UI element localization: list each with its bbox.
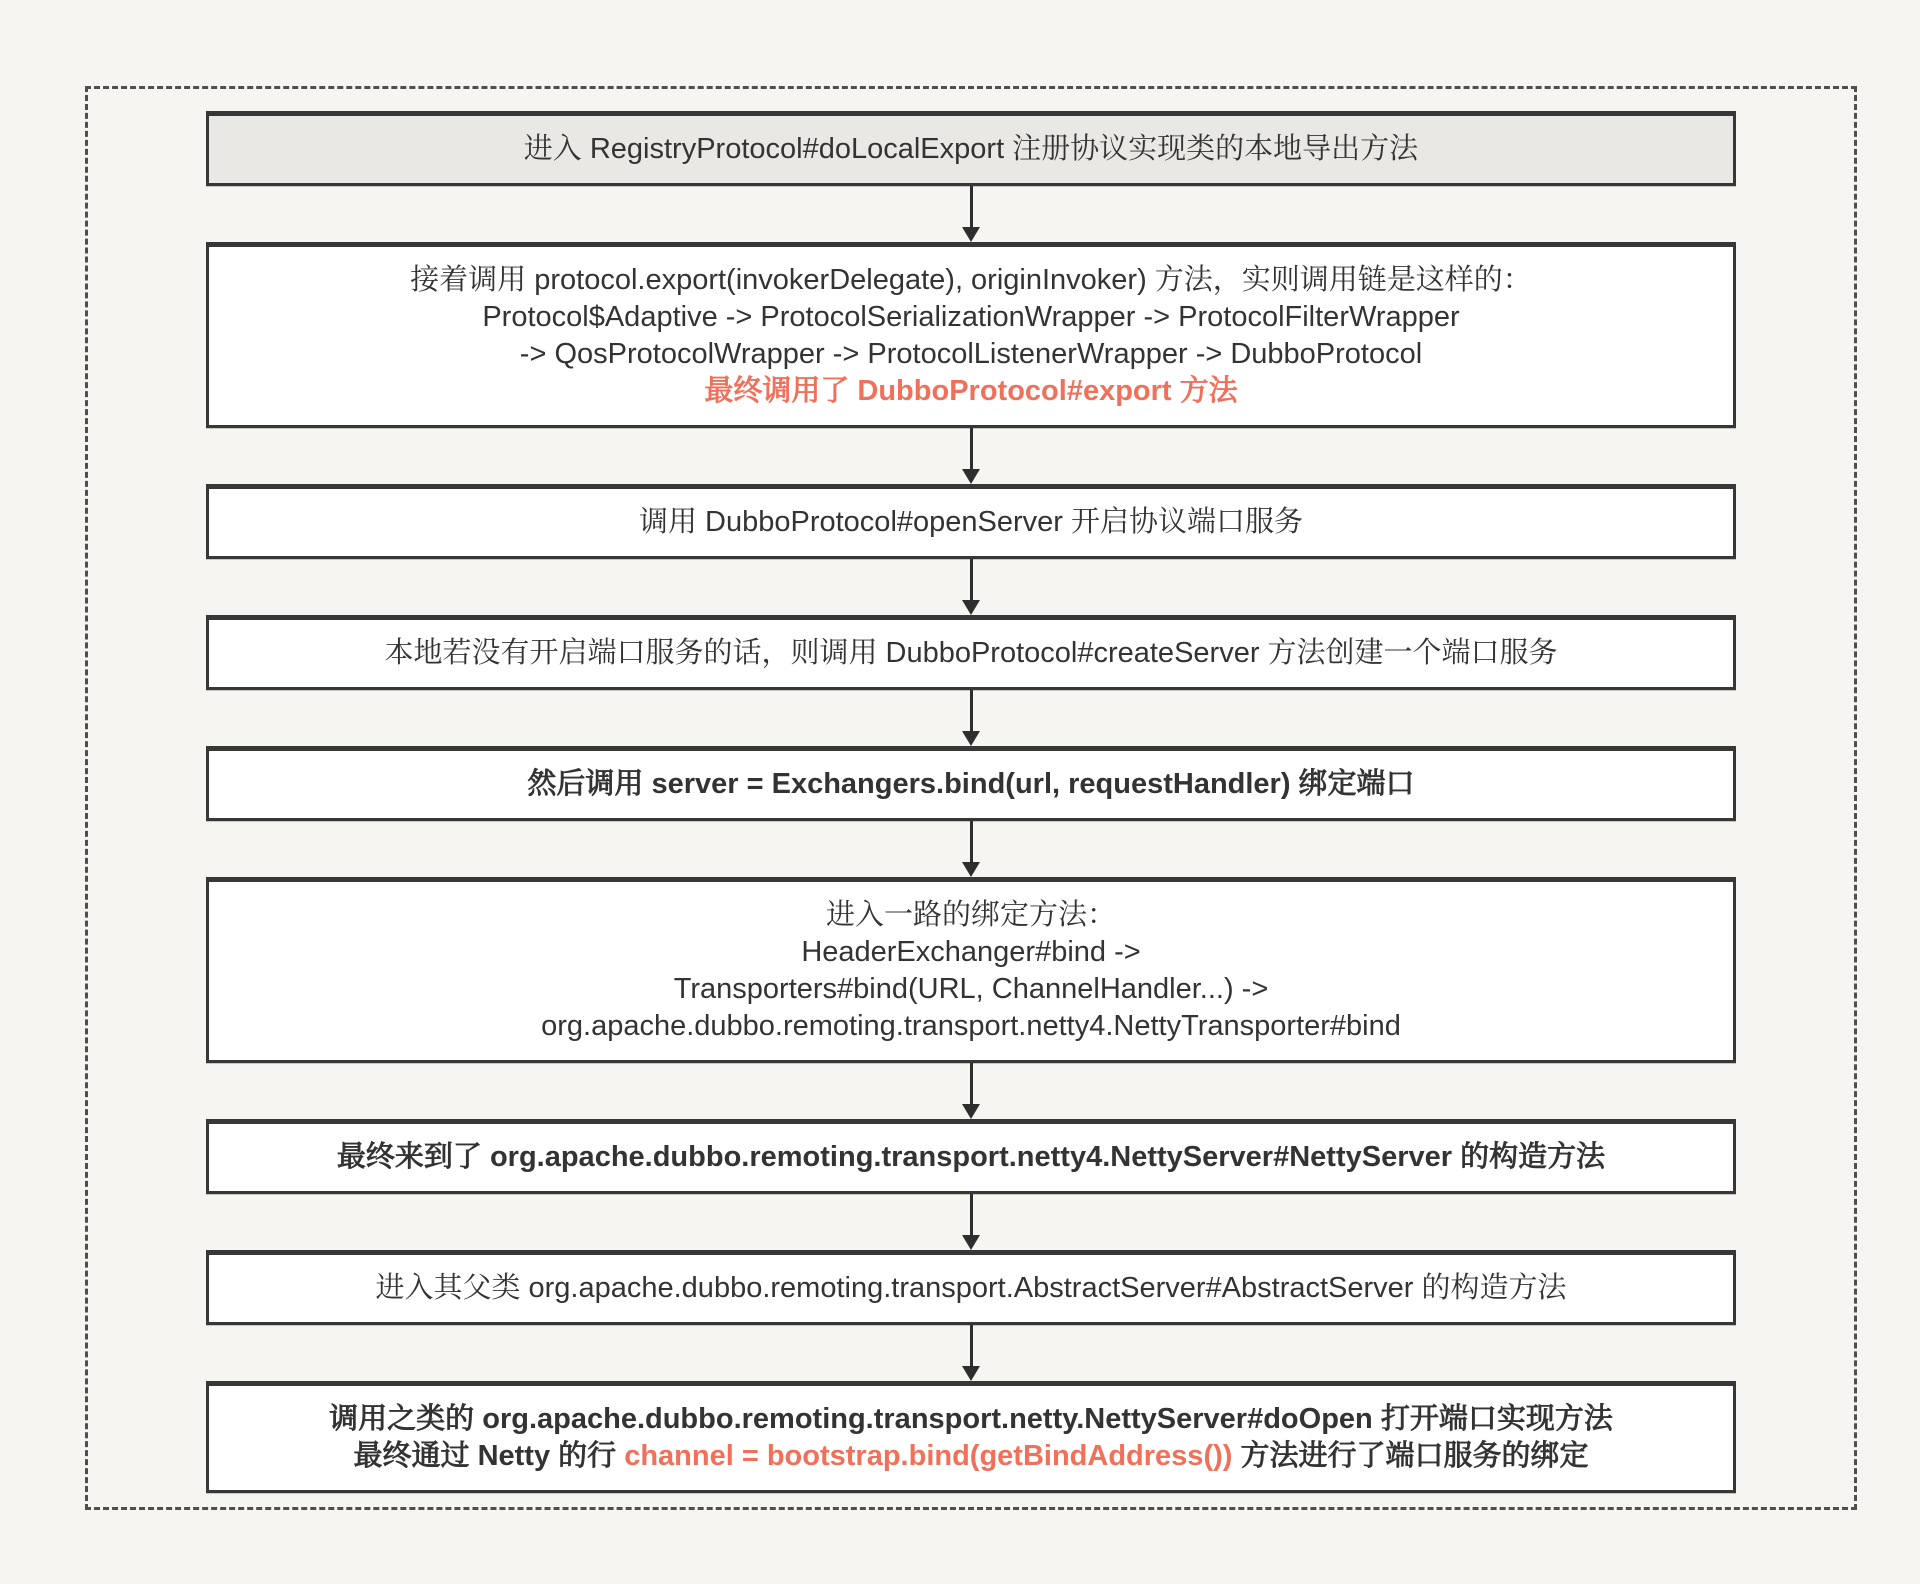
flow-node-step-8-abstract-server-constructor	[206, 1250, 1736, 1325]
node-text-segment: 方法进行了端口服务的绑定	[1232, 1440, 1589, 1472]
node-text-segment: 最终通过 Netty 的行	[353, 1440, 625, 1472]
flow-node-step-6-bind-chain	[206, 877, 1736, 1063]
down-arrow-connector	[962, 186, 980, 242]
arrow-stem	[970, 1063, 973, 1105]
arrow-head-icon	[962, 731, 980, 746]
flow-node-text-line	[375, 1270, 1566, 1307]
arrow-head-icon	[962, 1104, 980, 1119]
flow-node-step-4-create-server	[206, 615, 1736, 690]
arrow-stem	[970, 1194, 973, 1236]
flow-node-text-line	[329, 1401, 1613, 1438]
flow-node-text-line	[384, 635, 1557, 672]
node-text-segment: 调用之类的 org.apache.dubbo.remoting.transport.netty.NettyServer#doOpen 打开端口实现方法	[329, 1403, 1613, 1435]
arrow-head-icon	[962, 227, 980, 242]
flow-node-text-line	[410, 262, 1532, 299]
arrow-stem	[970, 559, 973, 601]
arrow-head-icon	[962, 469, 980, 484]
node-text-segment: 进入一路的绑定方法：	[825, 899, 1116, 931]
node-text-segment: 进入其父类 org.apache.dubbo.remoting.transport.AbstractServer#AbstractServer 的构造方法	[375, 1272, 1567, 1304]
node-text-segment: 进入 RegistryProtocol#doLocalExport 注册协议实现类的本地导出方法	[523, 133, 1419, 165]
down-arrow-connector	[962, 1063, 980, 1119]
flowchart	[88, 111, 1854, 1493]
arrow-head-icon	[962, 1235, 980, 1250]
arrow-head-icon	[962, 862, 980, 877]
flow-node-text-line	[482, 299, 1459, 336]
highlighted-code-text: 最终调用了 DubboProtocol#export 方法	[704, 375, 1238, 407]
arrow-head-icon	[962, 600, 980, 615]
arrow-stem	[970, 690, 973, 732]
flow-node-text-line	[639, 504, 1303, 541]
down-arrow-connector	[962, 428, 980, 484]
node-text-segment: Transporters#bind(URL, ChannelHandler...) ->	[673, 973, 1269, 1005]
highlighted-code-text: channel = bootstrap.bind(getBindAddress())	[624, 1440, 1233, 1472]
arrow-stem	[970, 1325, 973, 1367]
flow-node-step-1-do-local-export	[206, 111, 1736, 186]
node-text-segment: Protocol$Adaptive -> ProtocolSerializationWrapper -> ProtocolFilterWrapper	[482, 301, 1460, 333]
node-text-segment: 然后调用 server = Exchangers.bind(url, requestHandler) 绑定端口	[527, 768, 1415, 800]
flow-node-text-line	[541, 1008, 1401, 1045]
node-text-segment: 调用 DubboProtocol#openServer 开启协议端口服务	[638, 506, 1303, 538]
down-arrow-connector	[962, 559, 980, 615]
arrow-stem	[970, 186, 973, 228]
down-arrow-connector	[962, 1325, 980, 1381]
down-arrow-connector	[962, 1194, 980, 1250]
node-text-segment: 最终来到了 org.apache.dubbo.remoting.transport.netty4.NettyServer#NettyServer 的构造方法	[336, 1141, 1606, 1173]
flow-node-step-2-protocol-export-chain	[206, 242, 1736, 428]
down-arrow-connector	[962, 690, 980, 746]
flow-node-text-line	[354, 1438, 1589, 1475]
flow-node-step-9-do-open-bind	[206, 1381, 1736, 1493]
flow-node-text-line	[801, 934, 1140, 971]
arrow-stem	[970, 428, 973, 470]
node-text-segment: org.apache.dubbo.remoting.transport.netty4.NettyTransporter#bind	[541, 1010, 1401, 1042]
flow-node-step-3-open-server	[206, 484, 1736, 559]
flow-node-text-line	[337, 1139, 1605, 1176]
flow-node-step-5-exchangers-bind	[206, 746, 1736, 821]
arrow-head-icon	[962, 1366, 980, 1381]
flow-node-text-line	[826, 897, 1116, 934]
flow-node-text-line	[524, 131, 1418, 168]
node-text-segment: HeaderExchanger#bind ->	[801, 936, 1141, 968]
flow-node-text-line	[527, 766, 1414, 803]
node-text-segment: -> QosProtocolWrapper -> ProtocolListenerWrapper -> DubboProtocol	[519, 338, 1423, 370]
flow-node-step-7-netty-server-constructor	[206, 1119, 1736, 1194]
node-text-segment: 接着调用 protocol.export(invokerDelegate), originInvoker) 方法，实则调用链是这样的：	[410, 264, 1532, 296]
node-text-segment: 本地若没有开启端口服务的话，则调用 DubboProtocol#createServer 方法创建一个端口服务	[384, 637, 1558, 669]
arrow-stem	[970, 821, 973, 863]
down-arrow-connector	[962, 821, 980, 877]
dashed-frame	[85, 86, 1857, 1510]
flow-node-text-line	[520, 336, 1422, 373]
flow-node-text-line	[704, 373, 1237, 410]
flow-node-text-line	[674, 971, 1269, 1008]
